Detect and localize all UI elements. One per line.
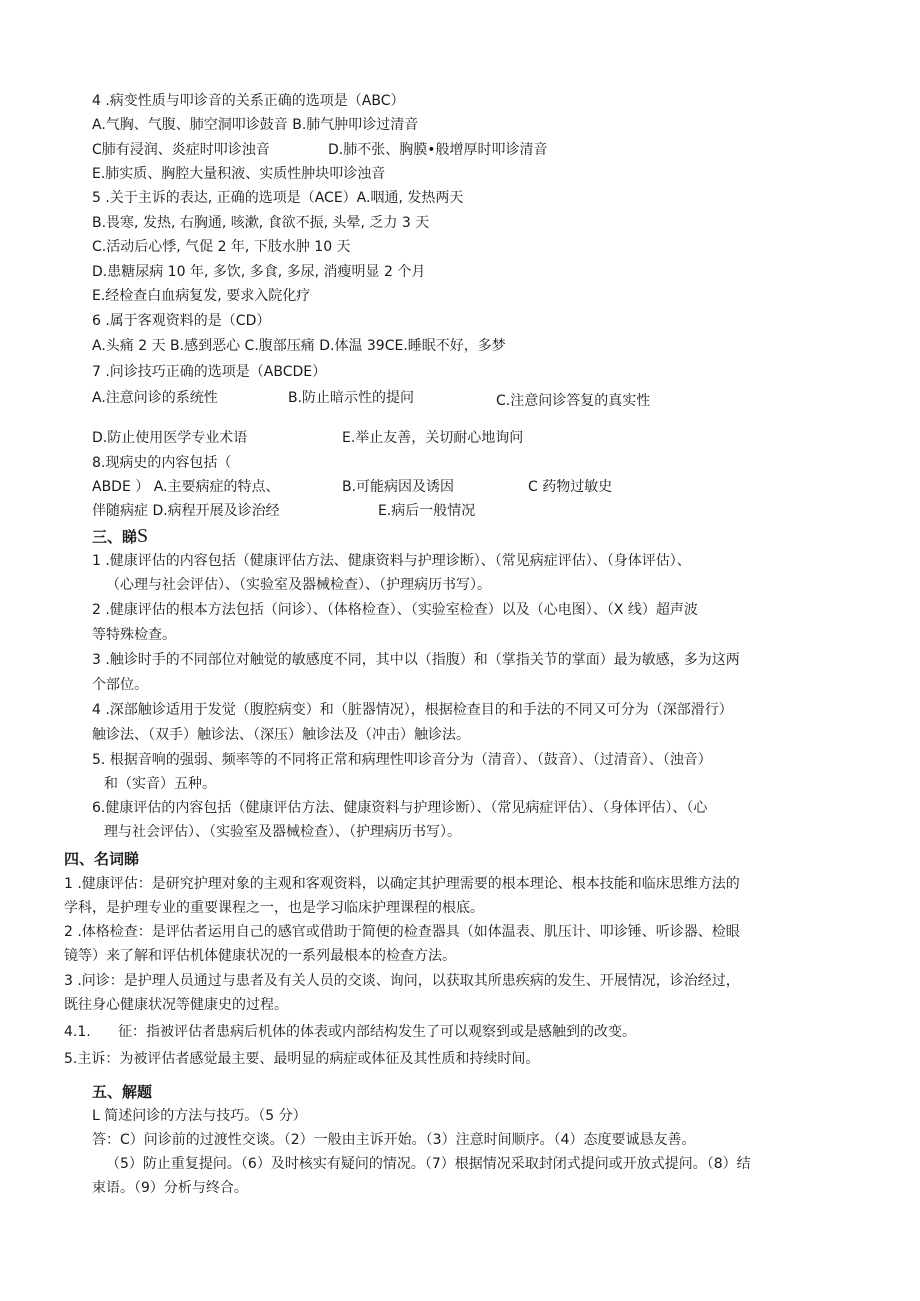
q8-option-e: E.病后一般情况 <box>378 503 476 519</box>
q5-option-b: B.畏寒, 发热, 右胸通, 咳漱, 食欲不振, 头晕, 乏力 3 天 <box>92 215 430 231</box>
blank-item-5: 5. 根据音响的强弱、频率等的不同将正常和病理性叩诊音分为（清音）、（鼓音）、（过清音）、（浊音） <box>92 752 712 768</box>
section3-title-glyph: S <box>137 525 149 547</box>
q4-options-ab: A.气胸、气腹、肺空洞叩诊鼓音 B.肺气肿叩诊过清音 <box>92 117 419 133</box>
blank-item-2-cont: 等特殊检查。 <box>92 627 176 643</box>
q7-option-b: B.防止暗示性的提问 <box>288 390 415 406</box>
q6-options: A.头痛 2 天 B.感到恶心 C.腹部压痛 D.体温 39CE.睡眠不好，多梦 <box>92 338 506 354</box>
blank-item-2: 2 .健康评估的根本方法包括（问诊）、（体格检查）、（实验室检查）以及（心电图）、（X 线）超声波 <box>92 602 698 618</box>
q5-stem: 5 .关于主诉的表达, 正确的选项是（ACE）A.咽通, 发热两天 <box>92 190 464 206</box>
answer-1-cont: （5）防止重复提问。（6）及时核实有疑问的情况。（7）根据情况采取封闭式提问或开放式提问。（8）结 <box>106 1156 751 1172</box>
blank-item-1: 1 .健康评估的内容包括（健康评估方法、健康资料与护理诊断）、（常见病症评估）、（身体评估）、 <box>92 553 691 569</box>
q4-option-e: E.肺实质、胸腔大量积液、实质性肿块叩诊浊音 <box>92 166 386 182</box>
q7-option-e: E.举止友善，关切耐心地询问 <box>342 430 524 446</box>
blank-item-3-cont: 个部位。 <box>92 677 148 693</box>
blank-item-3: 3 .触诊时手的不同部位对触觉的敏感度不同，其中以（指腹）和（掌指关节的掌面）最为敏感，多为这两 <box>92 652 740 668</box>
q8-option-b: B.可能病因及诱因 <box>342 479 455 495</box>
q4-stem: 4 .病变性质与叩诊音的关系正确的选项是（ABC） <box>92 93 405 109</box>
section4-title: 四、名词睇 <box>64 850 140 868</box>
q8-stem: 8.现病史的内容包括（ <box>92 455 232 471</box>
section3-title <box>92 526 148 547</box>
blank-item-6-cont: 理与社会评估）、（实验室及器械检查）、（护理病历书写）。 <box>104 824 461 840</box>
q7-option-d: D.防止使用医学专业术语 <box>92 430 248 446</box>
term-4: 征：指被评估者患病后机体的体表或内部结构发生了可以观察到或是感触到的改变。 <box>118 1024 636 1040</box>
term-5: 5.主诉：为被评估者感觉最主要、最明显的病症或体征及其性质和持续时间。 <box>64 1051 540 1067</box>
q5-option-c: C.活动后心悸, 气促 2 年, 下肢水肿 10 天 <box>92 239 351 255</box>
q7-option-c: C.注意问诊答复的真实性 <box>496 393 651 409</box>
term-3-cont: 既往身心健康状况等健康史的过程。 <box>64 997 288 1013</box>
answer-1-end: 束语。（9）分析与终合。 <box>92 1180 248 1196</box>
term-4-number: 4.1. <box>64 1024 91 1040</box>
blank-item-4-cont: 触诊法、（双手）触诊法、（深压）触诊法及（冲击）触诊法。 <box>92 727 470 743</box>
q4-option-c: C肺有浸润、炎症时叩诊浊音 <box>92 142 270 158</box>
term-1-cont: 学科，是护理专业的重要课程之一，也是学习临床护理课程的根底。 <box>64 900 484 916</box>
q6-stem: 6 .属于客观资料的是（CD） <box>92 313 271 329</box>
question-1: L 简述问诊的方法与技巧。（5 分） <box>92 1108 307 1124</box>
q8-option-a: ABDE ） A.主要病症的特点、 <box>92 479 280 495</box>
q7-stem: 7 .问诊技巧正确的选项是（ABCDE） <box>92 364 327 380</box>
q5-option-d: D.患糖尿病 10 年, 多饮, 多食, 多尿, 消瘦明显 2 个月 <box>92 264 426 280</box>
term-2-cont: 镜等）来了解和评估机体健康状况的一系列最根本的检查方法。 <box>64 948 456 964</box>
q4-option-d: D.肺不张、胸膜•般增厚时叩诊清音 <box>328 142 548 158</box>
section5-title: 五、解题 <box>92 1083 153 1101</box>
blank-item-1-cont: （心理与社会评估）、（实验室及器械检查）、（护理病历书写）。 <box>106 577 491 593</box>
answer-1: 答：C）问诊前的过渡性交谈。（2）一般由主诉开始。（3）注意时间顺序。（4）态度要诚恳友善。 <box>92 1132 696 1148</box>
term-3: 3 .问诊：是护理人员通过与患者及有关人员的交谈、询问，以获取其所患疾病的发生、开展情况，诊治经过， <box>64 973 740 989</box>
term-2: 2 .体格检查：是评估者运用自己的感官或借助于简便的检查器具（如体温表、肌压计、叩诊锤、听诊器、检眼 <box>64 924 740 940</box>
section3-title-text: 三、睇 <box>92 528 138 546</box>
q8-option-c: C 药物过敏史 <box>528 479 613 495</box>
blank-item-6: 6.健康评估的内容包括（健康评估方法、健康资料与护理诊断）、（常见病症评估）、（身体评估）、（心 <box>92 800 708 816</box>
blank-item-5-cont: 和（实音）五种。 <box>104 776 216 792</box>
term-1: 1 .健康评估：是研究护理对象的主观和客观资料，以确定其护理需要的根本理论、根本技能和临床思维方法的 <box>64 876 740 892</box>
q5-option-e: E.经检查白血病复发, 要求入院化疗 <box>92 288 311 304</box>
blank-item-4: 4 .深部触诊适用于发觉（腹腔病变）和（脏器情况），根据检查目的和手法的不同又可分为（深部滑行） <box>92 702 733 718</box>
q7-option-a: A.注意问诊的系统性 <box>92 390 218 406</box>
q8-option-d: 伴随病症 D.病程开展及诊治经 <box>92 503 280 519</box>
